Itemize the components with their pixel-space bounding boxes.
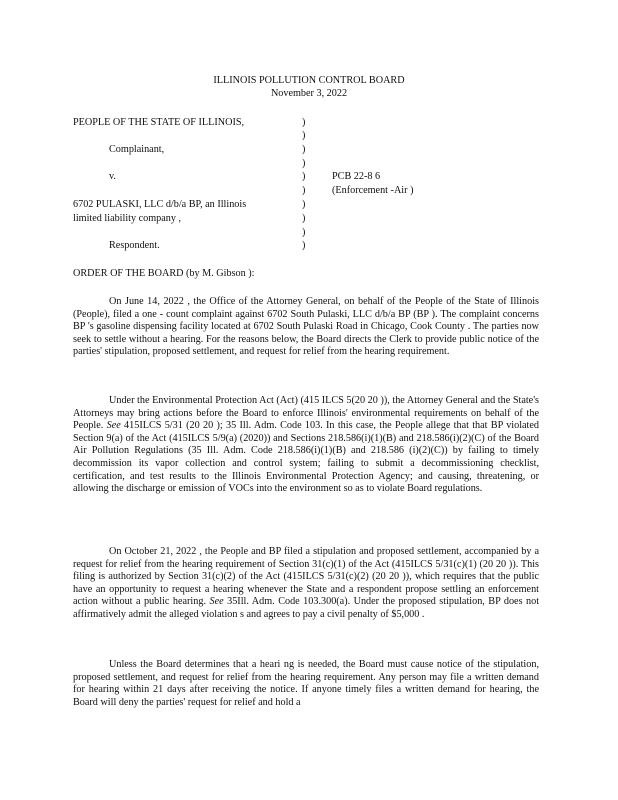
paragraph-3	[73, 546, 539, 622]
complainant-role: Complainant,	[109, 144, 165, 155]
case-number: PCB 22-8 6	[332, 171, 381, 182]
paragraph-4: Unless the Board determines that a heari ng is needed, the Board must cause notice of the stipulation, proposed settlement, and request for relief from the hearing requirement. Any person may file a written demand for hearing within 21 days after receiving the notice. If anyone timely files a written demand for hearing, the Board will deny the parties' request for relief and hold a	[73, 659, 539, 708]
paragraph-1: On June 14, 2022 , the Office of the Attorney General, on behalf of the People of the State of Illinois (People), filed a one - count complaint against 6702 South Pulaski, LLC d/b/a BP (BP ). The complaint concerns BP 's gasoline dispensing facility located at 6702 South Pulaski Road in Chicago, Cook County . The parties now seek to settle without a hearing. For the reasons below, the Board directs the Clerk to provide public notice of the parties' stipulation, proposed settlement, and request for relief from the hearing requirement.	[73, 296, 539, 358]
paragraph-2-text-b: 415ILCS 5/31 (20 20 ); 35 Ill. Adm. Code 103. In this case, the People allege that that BP violated Section 9(a) of the Act (415ILCS 5/9(a) (2020)) and Sections 218.586(i)(1)(B) and 218.586(i)(2)(C) of the Board Air Pollution Regulations (35 Ill. Adm. Code 218.586(i)(1)(B) and 218.586 (i)(2)(C)) by failing to timely decommission its vapor collection and control system; failing to submit a decommissioning checklist, certification, and test results to the Illinois Environmental Protection Agency; and causing, threatening, or allowing the discharge or emission of VOCs into the environment so as to violate Board regulations.	[73, 420, 540, 495]
paren: )	[302, 213, 306, 224]
paren: )	[302, 171, 306, 182]
order-date: November 3, 2022	[270, 88, 348, 99]
paren: )	[302, 130, 306, 141]
paren: )	[302, 199, 306, 210]
respondent-role: Respondent.	[109, 240, 160, 251]
respondent-line-1: 6702 PULASKI, LLC d/b/a BP, an Illinois	[73, 199, 247, 210]
paren: )	[302, 227, 306, 238]
paren: )	[302, 158, 306, 169]
order-heading: ORDER OF THE BOARD (by M. Gibson ):	[73, 268, 255, 279]
board-title: ILLINOIS POLLUTION CONTROL BOARD	[213, 75, 405, 86]
complainant-name: PEOPLE OF THE STATE OF ILLINOIS,	[73, 117, 245, 128]
paragraph-3-see: See	[209, 596, 224, 608]
versus-label: v.	[109, 171, 116, 182]
paragraph-2-text-a: Under the Environmental Protection Act (Act) (415 ILCS 5(20 20 )), the Attorney General and the State's Attorneys may bring actions before the Board to enforce Illinois' environmental requirements on behalf of the People.	[73, 395, 539, 432]
paren: )	[302, 185, 306, 196]
paragraph-2-see: See	[106, 420, 121, 432]
paren: )	[302, 117, 306, 128]
paren: )	[302, 240, 306, 251]
respondent-line-2: limited liability company ,	[73, 213, 182, 224]
case-caption	[73, 117, 553, 257]
paragraph-3-text-b: 35Ill. Adm. Code 103.300(a). Under the proposed stipulation, BP does not affirmatively admit the alleged violation s and agrees to pay a civil penalty of $5,000 .	[73, 596, 540, 620]
paragraph-2	[73, 395, 539, 496]
paren: )	[302, 144, 306, 155]
paragraph-3-text-a: On October 21, 2022 , the People and BP filed a stipulation and proposed settlement, accompanied by a request for relief from the hearing requirement of Section 31(c)(1) of the Act (415ILCS 5/31(c)(1) (20 20 )). This filing is authorized by Section 31(c)(2) of the Act (415ILCS 5/31(c)(2) (20 20 )), which requires that the public have an opportunity to request a hearing whenever the State and a respondent propose settling an enforcement action without a public hearing.	[73, 546, 539, 608]
case-type: (Enforcement -Air )	[332, 185, 414, 196]
